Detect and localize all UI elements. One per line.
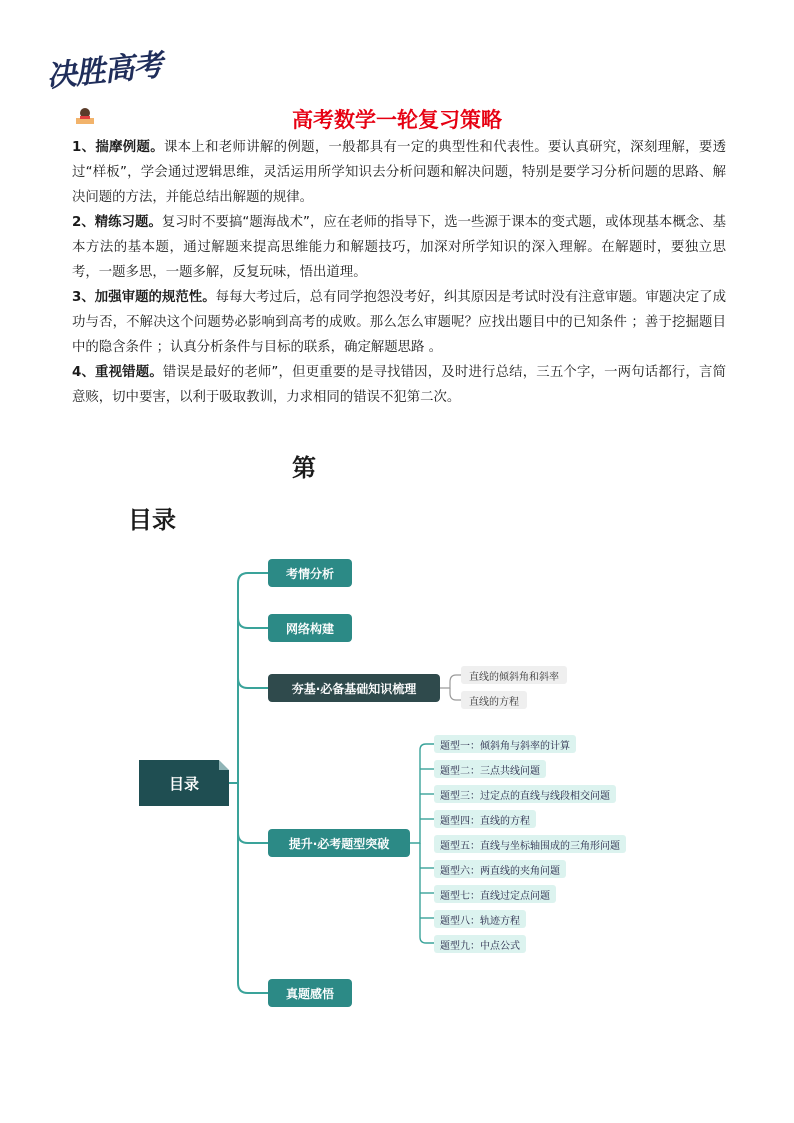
- toc-node-question-types[interactable]: 提升·必考题型突破: [268, 829, 410, 857]
- toc-question-type[interactable]: 题型九：中点公式: [434, 935, 526, 953]
- mindmap-connectors: [0, 540, 794, 1020]
- strategy-body: 课本上和老师讲解的例题，一般都具有一定的典型性和代表性。要认真研究，深刻理解，要透过“样板”，学会通过逻辑思维，灵活运用所学知识去分析问题和解决问题，特别是要学习分析问题的思路、解决问题的方法，并能总结出解题的规律。: [72, 140, 726, 205]
- toc-question-type[interactable]: 题型八：轨迹方程: [434, 910, 526, 928]
- connector-line: [238, 678, 268, 688]
- logo-brand-text: 决胜高考: [44, 47, 164, 95]
- toc-node-real-exams[interactable]: 真题感悟: [268, 979, 352, 1007]
- connector-line: [238, 618, 268, 628]
- strategy-item: [72, 360, 726, 410]
- strategy-label: 1、揣摩例题。: [72, 140, 164, 155]
- toc-node-network[interactable]: 网络构建: [268, 614, 352, 642]
- strategy-label: 4、重视错题。: [72, 365, 163, 380]
- toc-subitem[interactable]: 直线的倾斜角和斜率: [461, 666, 567, 684]
- toc-question-type[interactable]: 题型三：过定点的直线与线段相交问题: [434, 785, 616, 803]
- strategy-label: 2、精练习题。: [72, 215, 162, 230]
- toc-question-type[interactable]: 题型二：三点共线问题: [434, 760, 546, 778]
- toc-mindmap: [0, 540, 794, 1020]
- strategy-item: [72, 135, 726, 210]
- mindmap-root: 目录: [139, 760, 229, 806]
- strategy-label: 3、加强审题的规范性。: [72, 290, 216, 305]
- toc-node-exam-analysis[interactable]: 考情分析: [268, 559, 352, 587]
- section-mark: 第: [292, 454, 316, 482]
- connector-line: [238, 833, 268, 843]
- strategy-body: 错误是最好的老师”，但更重要的是寻找错因，及时进行总结，三五个字，一两句话都行，言简意赅，切中要害，以利于吸取教训，力求相同的错误不犯第二次。: [72, 365, 726, 405]
- strategy-item: [72, 210, 726, 285]
- root-fold-decoration: [219, 760, 229, 770]
- connector-line: [229, 573, 268, 783]
- strategy-text: [72, 135, 726, 410]
- toc-node-basics[interactable]: 夯基·必备基础知识梳理: [268, 674, 440, 702]
- toc-question-type[interactable]: 题型五：直线与坐标轴围成的三角形问题: [434, 835, 626, 853]
- toc-question-type[interactable]: 题型四：直线的方程: [434, 810, 536, 828]
- strategy-body: 每每大考过后，总有同学抱怨没考好，纠其原因是考试时没有注意审题。审题决定了成功与否，不解决这个问题势必影响到高考的成败。那么怎么审题呢？应找出题目中的已知条件 ；善于挖掘题目中的隐含条件 ；认真分析条件与目标的联系，确定解题思路 。: [72, 290, 726, 355]
- strategy-body: 复习时不要搞“题海战术”，应在老师的指导下，选一些源于课本的变式题，或体现基本概念、基本方法的基本题，通过解题来提高思维能力和解题技巧，加深对所学知识的深入理解。在解题时，要独立思考，一题多思，一题多解，反复玩味，悟出道理。: [72, 215, 726, 280]
- strategy-item: [72, 285, 726, 360]
- toc-question-type[interactable]: 题型六：两直线的夹角问题: [434, 860, 566, 878]
- toc-heading: 目录: [128, 506, 176, 534]
- toc-question-type[interactable]: 题型七：直线过定点问题: [434, 885, 556, 903]
- connector-line: [238, 783, 268, 993]
- toc-subitem[interactable]: 直线的方程: [461, 691, 527, 709]
- toc-question-type[interactable]: 题型一：倾斜角与斜率的计算: [434, 735, 576, 753]
- page-title: 高考数学一轮复习策略: [292, 108, 502, 132]
